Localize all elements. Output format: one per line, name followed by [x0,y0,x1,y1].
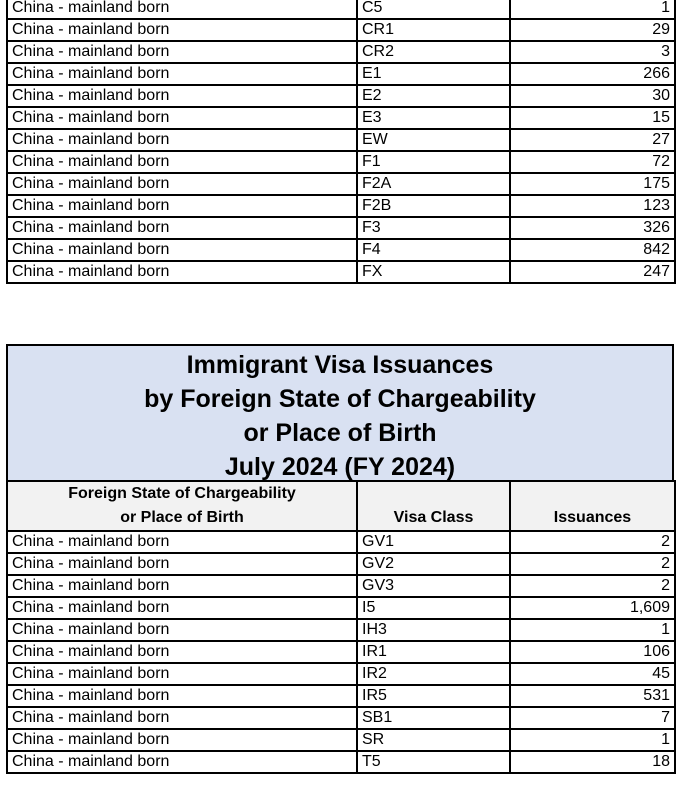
table-row [7,261,675,283]
visa-class-cell: F2A [357,173,510,195]
visa-class-cell: GV2 [357,553,510,575]
issuances-cell: 2 [510,531,675,553]
state-cell: China - mainland born [7,107,357,129]
issuances-cell: 1 [510,729,675,751]
state-cell: China - mainland born [7,217,357,239]
header-state-line-2: or Place of Birth [120,509,244,526]
state-cell: China - mainland born [7,707,357,729]
issuances-cell: 1,609 [510,597,675,619]
issuances-cell: 2 [510,553,675,575]
table-row [7,173,675,195]
issuances-cell: 106 [510,641,675,663]
state-cell: China - mainland born [7,729,357,751]
visa-class-cell: SB1 [357,707,510,729]
table-row [7,19,675,41]
visa-class-cell: I5 [357,597,510,619]
visa-class-cell: IR2 [357,663,510,685]
visa-class-cell: F2B [357,195,510,217]
state-cell: China - mainland born [7,261,357,283]
visa-class-cell: CR2 [357,41,510,63]
issuances-cell: 30 [510,85,675,107]
table-row [7,751,675,773]
header-state-line-1: Foreign State of Chargeability [68,485,296,502]
bottom-section [6,344,674,774]
state-cell: China - mainland born [7,685,357,707]
state-cell: China - mainland born [7,531,357,553]
visa-class-cell: T5 [357,751,510,773]
table-row [7,729,675,751]
issuances-cell: 27 [510,129,675,151]
issuances-cell: 531 [510,685,675,707]
report-title [6,344,674,480]
issuances-cell: 247 [510,261,675,283]
title-line-4: July 2024 (FY 2024) [224,453,456,481]
visa-class-cell: E1 [357,63,510,85]
state-cell: China - mainland born [7,41,357,63]
visa-class-cell: EW [357,129,510,151]
issuances-cell: 18 [510,751,675,773]
issuances-cell: 266 [510,63,675,85]
table-row [7,707,675,729]
table-row [7,0,675,19]
table-row [7,597,675,619]
visa-class-cell: F4 [357,239,510,261]
header-state [7,481,357,531]
title-line-2: by Foreign State of Chargeability [144,385,536,413]
state-cell: China - mainland born [7,619,357,641]
issuances-cell: 45 [510,663,675,685]
header-issuances: Issuances [510,481,675,531]
visa-class-cell: IH3 [357,619,510,641]
visa-class-cell: E3 [357,107,510,129]
state-cell: China - mainland born [7,575,357,597]
visa-class-cell: CR1 [357,19,510,41]
visa-class-cell: IR1 [357,641,510,663]
visa-class-cell: E2 [357,85,510,107]
table-row [7,531,675,553]
issuances-cell: 842 [510,239,675,261]
table-row [7,575,675,597]
table-row [7,685,675,707]
state-cell: China - mainland born [7,173,357,195]
state-cell: China - mainland born [7,751,357,773]
table-row [7,151,675,173]
visa-class-cell: SR [357,729,510,751]
issuances-cell: 29 [510,19,675,41]
issuances-cell: 15 [510,107,675,129]
issuances-cell: 175 [510,173,675,195]
state-cell: China - mainland born [7,663,357,685]
title-line-1: Immigrant Visa Issuances [186,351,494,379]
bottom-data-table [6,480,676,774]
table-row [7,41,675,63]
state-cell: China - mainland born [7,85,357,107]
table-row [7,85,675,107]
table-row [7,239,675,261]
table-row [7,619,675,641]
visa-class-cell: C5 [357,0,510,19]
issuances-cell: 1 [510,0,675,19]
visa-class-cell: F3 [357,217,510,239]
state-cell: China - mainland born [7,0,357,19]
visa-class-cell: GV1 [357,531,510,553]
table-row [7,217,675,239]
visa-class-cell: FX [357,261,510,283]
issuances-cell: 72 [510,151,675,173]
state-cell: China - mainland born [7,195,357,217]
bottom-table-body [7,531,675,773]
table-row [7,641,675,663]
issuances-cell: 3 [510,41,675,63]
table-row [7,129,675,151]
header-visa-class: Visa Class [357,481,510,531]
state-cell: China - mainland born [7,553,357,575]
state-cell: China - mainland born [7,151,357,173]
state-cell: China - mainland born [7,641,357,663]
visa-class-cell: IR5 [357,685,510,707]
table-row [7,663,675,685]
issuances-cell: 1 [510,619,675,641]
issuances-cell: 326 [510,217,675,239]
top-data-table [6,0,676,284]
title-line-3: or Place of Birth [243,419,437,447]
state-cell: China - mainland born [7,129,357,151]
top-table-body [7,0,675,283]
state-cell: China - mainland born [7,19,357,41]
header-row [7,481,675,531]
table-row [7,107,675,129]
issuances-cell: 2 [510,575,675,597]
table-row [7,195,675,217]
state-cell: China - mainland born [7,597,357,619]
visa-class-cell: GV3 [357,575,510,597]
issuances-cell: 123 [510,195,675,217]
state-cell: China - mainland born [7,239,357,261]
state-cell: China - mainland born [7,63,357,85]
issuances-cell: 7 [510,707,675,729]
table-row [7,63,675,85]
table-row [7,553,675,575]
visa-class-cell: F1 [357,151,510,173]
